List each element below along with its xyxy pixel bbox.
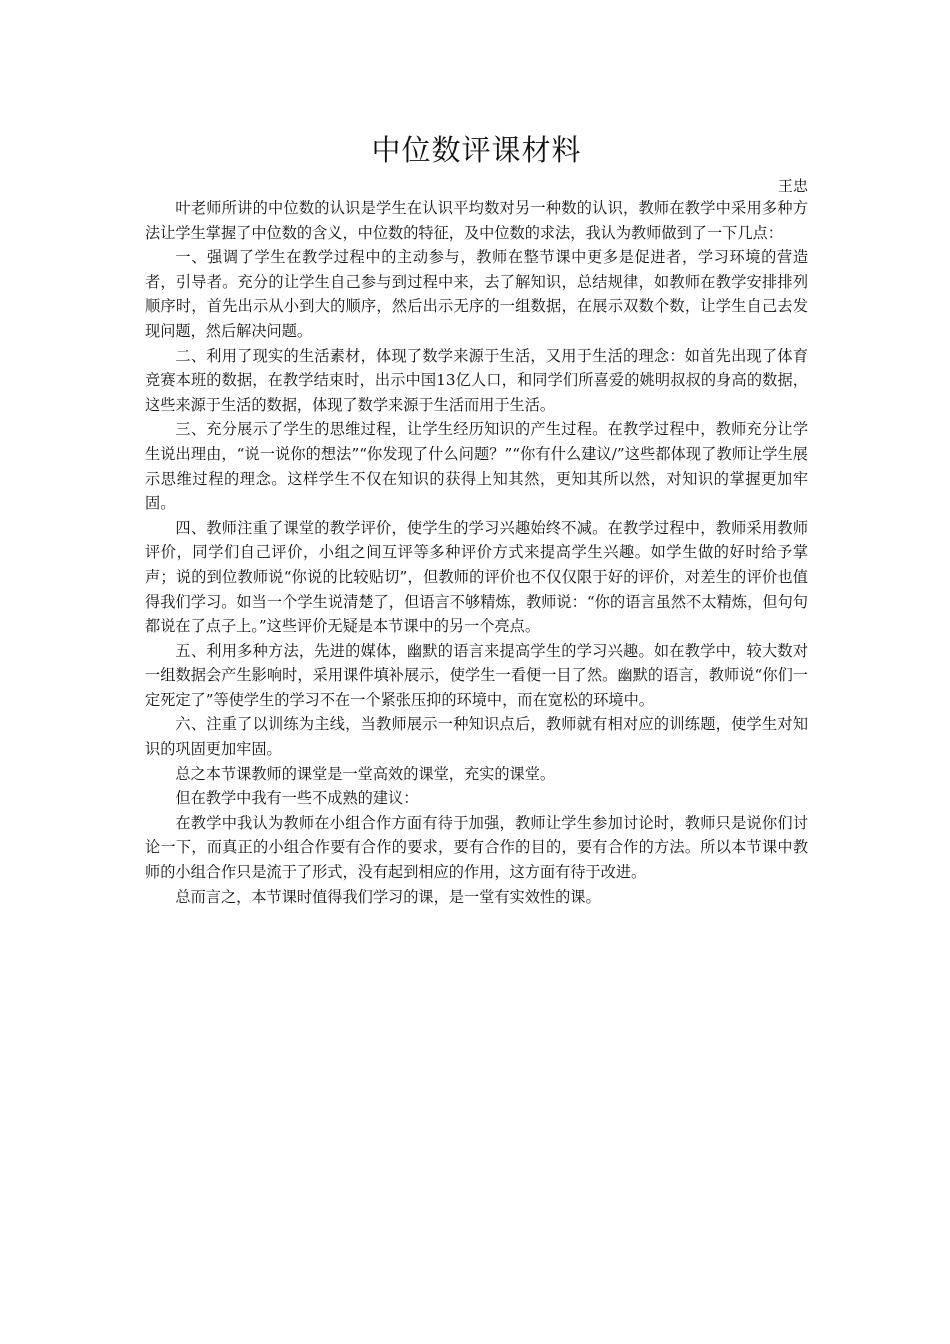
paragraph-point-1: 一、强调了学生在教学过程中的主动参与，教师在整节课中更多是促进者，学习环境的营造者，引导者。充分的让学生自己参与到过程中来，去了解知识，总结规律，如教师在教学安排排列顺序时，首先出示从小到大的顺序，然后出示无序的一组数据，在展示双数个数，让学生自己去发现问题，然后解决问题。 — [145, 248, 808, 340]
paragraph-point-6: 六、注重了以训练为主线，当教师展示一种知识点后，教师就有相对应的训练题，使学生对知识的巩固更加牢固。 — [145, 715, 808, 759]
paragraph-suggestion-intro: 但在教学中我有一些不成熟的建议： — [175, 789, 419, 808]
paragraph-point-4: 四、教师注重了课堂的教学评价，使学生的学习兴趣始终不减。在教学过程中，教师采用教师评价，同学们自己评价，小组之间互评等多种评价方式来提高学生兴趣。如学生做的好时给予掌声；说的到位教师说“你说的比较贴切”，但教师的评价也不仅仅限于好的评价，对差生的评价也值得我们学习。如当一个学生说清楚了，但语言不够精炼，教师说：“你的语言虽然不太精炼，但句句都说在了点子上。”这些评价无疑是本节课中的另一个亮点。 — [145, 518, 808, 636]
paragraph-suggestion: 在教学中我认为教师在小组合作方面有待于加强，教师让学生参加讨论时，教师只是说你们讨论一下，而真正的小组合作要有合作的要求，要有合作的目的，要有合作的方法。所以本节课中教师的小组合作只是流于了形式，没有起到相应的作用，这方面有待于改进。 — [145, 813, 808, 882]
paragraph-point-2: 二、利用了现实的生活素材，体现了数学来源于生活，又用于生活的理念：如首先出现了体育竞赛本班的数据，在教学结束时，出示中国13亿人口，和同学们所喜爱的姚明叔叔的身高的数据，这些来源于生活的数据，体现了数学来源于生活而用于生活。 — [145, 346, 808, 414]
paragraph-point-5: 五、利用多种方法，先进的媒体，幽默的语言来提高学生的学习兴趣。如在教学中，较大数对一组数据会产生影响时，采用课件填补展示，使学生一看便一目了然。幽默的语言，教师说“你们一定死定了”等使学生的学习不在一个紧张压抑的环境中，而在宽松的环境中。 — [145, 641, 808, 709]
paragraph-conclusion: 总而言之，本节课时值得我们学习的课，是一堂有实效性的课。 — [175, 887, 601, 906]
paragraph-summary: 总之本节课教师的课堂是一堂高效的课堂，充实的课堂。 — [175, 764, 556, 783]
paragraph-point-3: 三、充分展示了学生的思维过程，让学生经历知识的产生过程。在教学过程中，教师充分让学生说出理由，“说一说你的想法”“你发现了什么问题？”“你有什么建议/”这些都体现了教师让学生展示思维过程的理念。这样学生不仅在知识的获得上知其然，更知其所以然，对知识的掌握更加牢固。 — [145, 420, 808, 513]
document-page — [145, 128, 808, 909]
paragraph-intro: 叶老师所讲的中位数的认识是学生在认识平均数对另一种数的认识，教师在教学中采用多种方法让学生掌握了中位数的含义，中位数的特征，及中位数的求法，我认为教师做到了一下几点： — [145, 199, 808, 242]
document-title: 中位数评课材料 — [371, 133, 582, 167]
author-name: 王忠 — [777, 177, 808, 195]
